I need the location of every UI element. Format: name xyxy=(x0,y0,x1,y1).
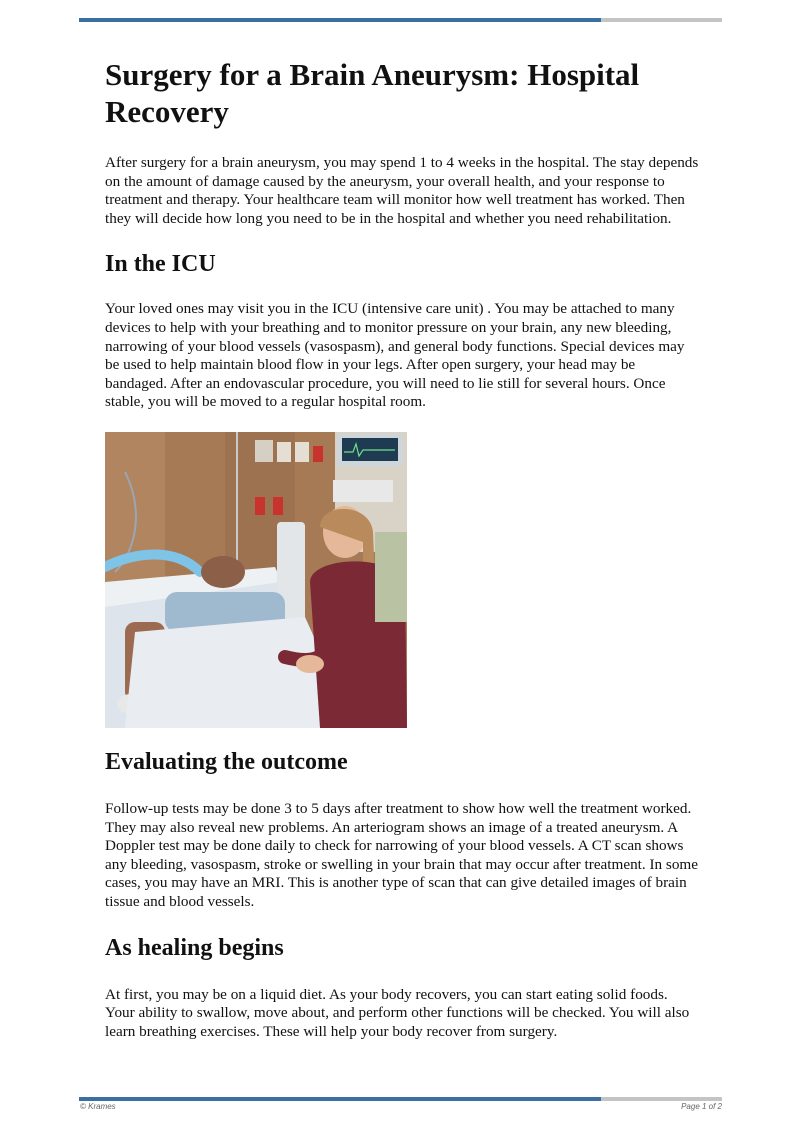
heading-icu: In the ICU xyxy=(105,251,216,278)
page-title: Surgery for a Brain Aneurysm: Hospital Recovery xyxy=(105,57,640,129)
icu-photo xyxy=(105,432,407,728)
footer-page-number: Page 1 of 2 xyxy=(681,1102,722,1111)
top-rule-gray xyxy=(601,18,722,22)
bottom-rule xyxy=(79,1097,722,1101)
icu-paragraph: Your loved ones may visit you in the ICU (intensive care unit) . You may be attached to many devices to help with your breathing and to monitor pressure on your brain, any new bleeding, narrowing of your blood vessels (vasospasm), and general body functions. Special devices may be used to help maintain blood flow in your legs. After open surgery, your head may be bandaged. After an endovascular procedure, you will need to lie still for several hours. Once stable, you will be moved to a regular hospital room. xyxy=(105,300,685,411)
healing-paragraph: At first, you may be on a liquid diet. As your body recovers, you can start eating solid foods. Your ability to swallow, move about, and perform other functions will be checked. You will also learn breathing exercises. These will help your body recover from surgery. xyxy=(105,985,690,1040)
heading-evaluating: Evaluating the outcome xyxy=(105,748,348,775)
bottom-rule-gray xyxy=(601,1097,722,1101)
top-rule-blue xyxy=(79,18,601,22)
evaluating-paragraph: Follow-up tests may be done 3 to 5 days after treatment to show how well the treatment worked. They may also reveal new problems. An arteriogram shows an image of a treated aneurysm. A Doppler test may be done daily to check for narrowing of your blood vessels. A CT scan shows any bleeding, vasospasm, stroke or swelling in your brain that may occur after treatment. In some cases, you may have an MRI. This is another type of scan that can give detailed images of brain tissue and blood vessels. xyxy=(105,799,698,910)
icu-photo-illustration xyxy=(105,432,407,728)
intro-paragraph: After surgery for a brain aneurysm, you may spend 1 to 4 weeks in the hospital. The stay depends on the amount of damage caused by the aneurysm, your overall health, and your response to treatment and therapy. Your healthcare team will monitor how well treatment has worked. Then they will decide how long you need to be in the hospital and whether you need rehabilitation. xyxy=(105,154,699,227)
footer-copyright: © Krames xyxy=(80,1102,116,1111)
heading-healing: As healing begins xyxy=(105,934,284,961)
document-body xyxy=(105,56,700,1041)
bottom-rule-blue xyxy=(79,1097,601,1101)
top-rule xyxy=(79,18,722,22)
